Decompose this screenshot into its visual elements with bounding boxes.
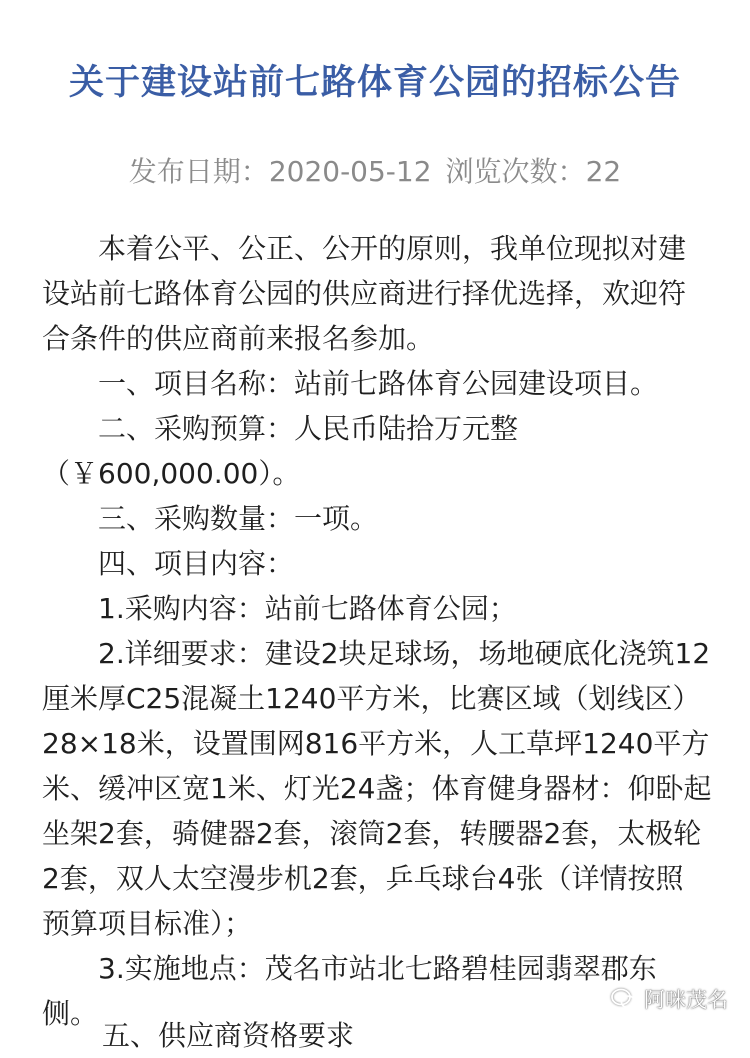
paragraph-line: 合条件的供应商前来报名参加。 [42,322,435,355]
project-name-line: 一、项目名称：站前七路体育公园建设项目。 [98,367,659,400]
article-body [42,226,712,1036]
budget-line: 二、采购预算：人民币陆拾万元整 [98,412,519,445]
partial-next-line [42,1016,382,1052]
requirements-line: 厘米厚C25混凝土1240平方米，比赛区域（划线区） [42,682,701,715]
views-count: 22 [585,155,622,188]
requirements-line: 坐架2套，骑健器2套，滚筒2套，转腰器2套，太极轮 [42,817,702,850]
paragraph-line: 设站前七路体育公园的供应商进行择优选择，欢迎符 [42,277,687,310]
article-title: 关于建设站前七路体育公园的招标公告 [68,63,681,103]
watermark [610,982,728,1016]
procurement-content-line: 1.采购内容：站前七路体育公园； [98,592,517,625]
requirements-line: 28×18米，设置围网816平方米，人工草坪1240平方 [42,727,710,760]
budget-amount-line: （￥600,000.00）。 [42,457,301,490]
location-line: 侧。 [42,997,99,1030]
requirements-line: 2套，双人太空漫步机2套，乒乓球台4张（详情按照 [42,862,684,895]
publish-label: 发布日期： [128,155,269,188]
paragraph-line: 本着公平、公正、公开的原则，我单位现拟对建 [98,232,687,265]
requirements-line: 米、缓冲区宽1米、灯光24盏；体育健身器材：仰卧起 [42,772,712,805]
views-label: 浏览次数： [445,155,586,188]
content-heading-line: 四、项目内容： [98,547,295,580]
wechat-icon [610,987,638,1011]
publish-date: 2020-05-12 [268,155,432,188]
requirements-line: 预算项目标准）； [42,907,253,940]
requirements-line: 2.详细要求：建设2块足球场，场地硬底化浇筑12 [98,637,711,670]
article-meta [0,150,750,194]
quantity-line: 三、采购数量：一项。 [98,502,379,535]
location-line: 3.实施地点：茂名市站北七路碧桂园翡翠郡东 [98,952,657,985]
partial-line-text: 五、供应商资格要求 [102,1019,355,1052]
watermark-text: 阿咪茂名 [644,988,728,1012]
